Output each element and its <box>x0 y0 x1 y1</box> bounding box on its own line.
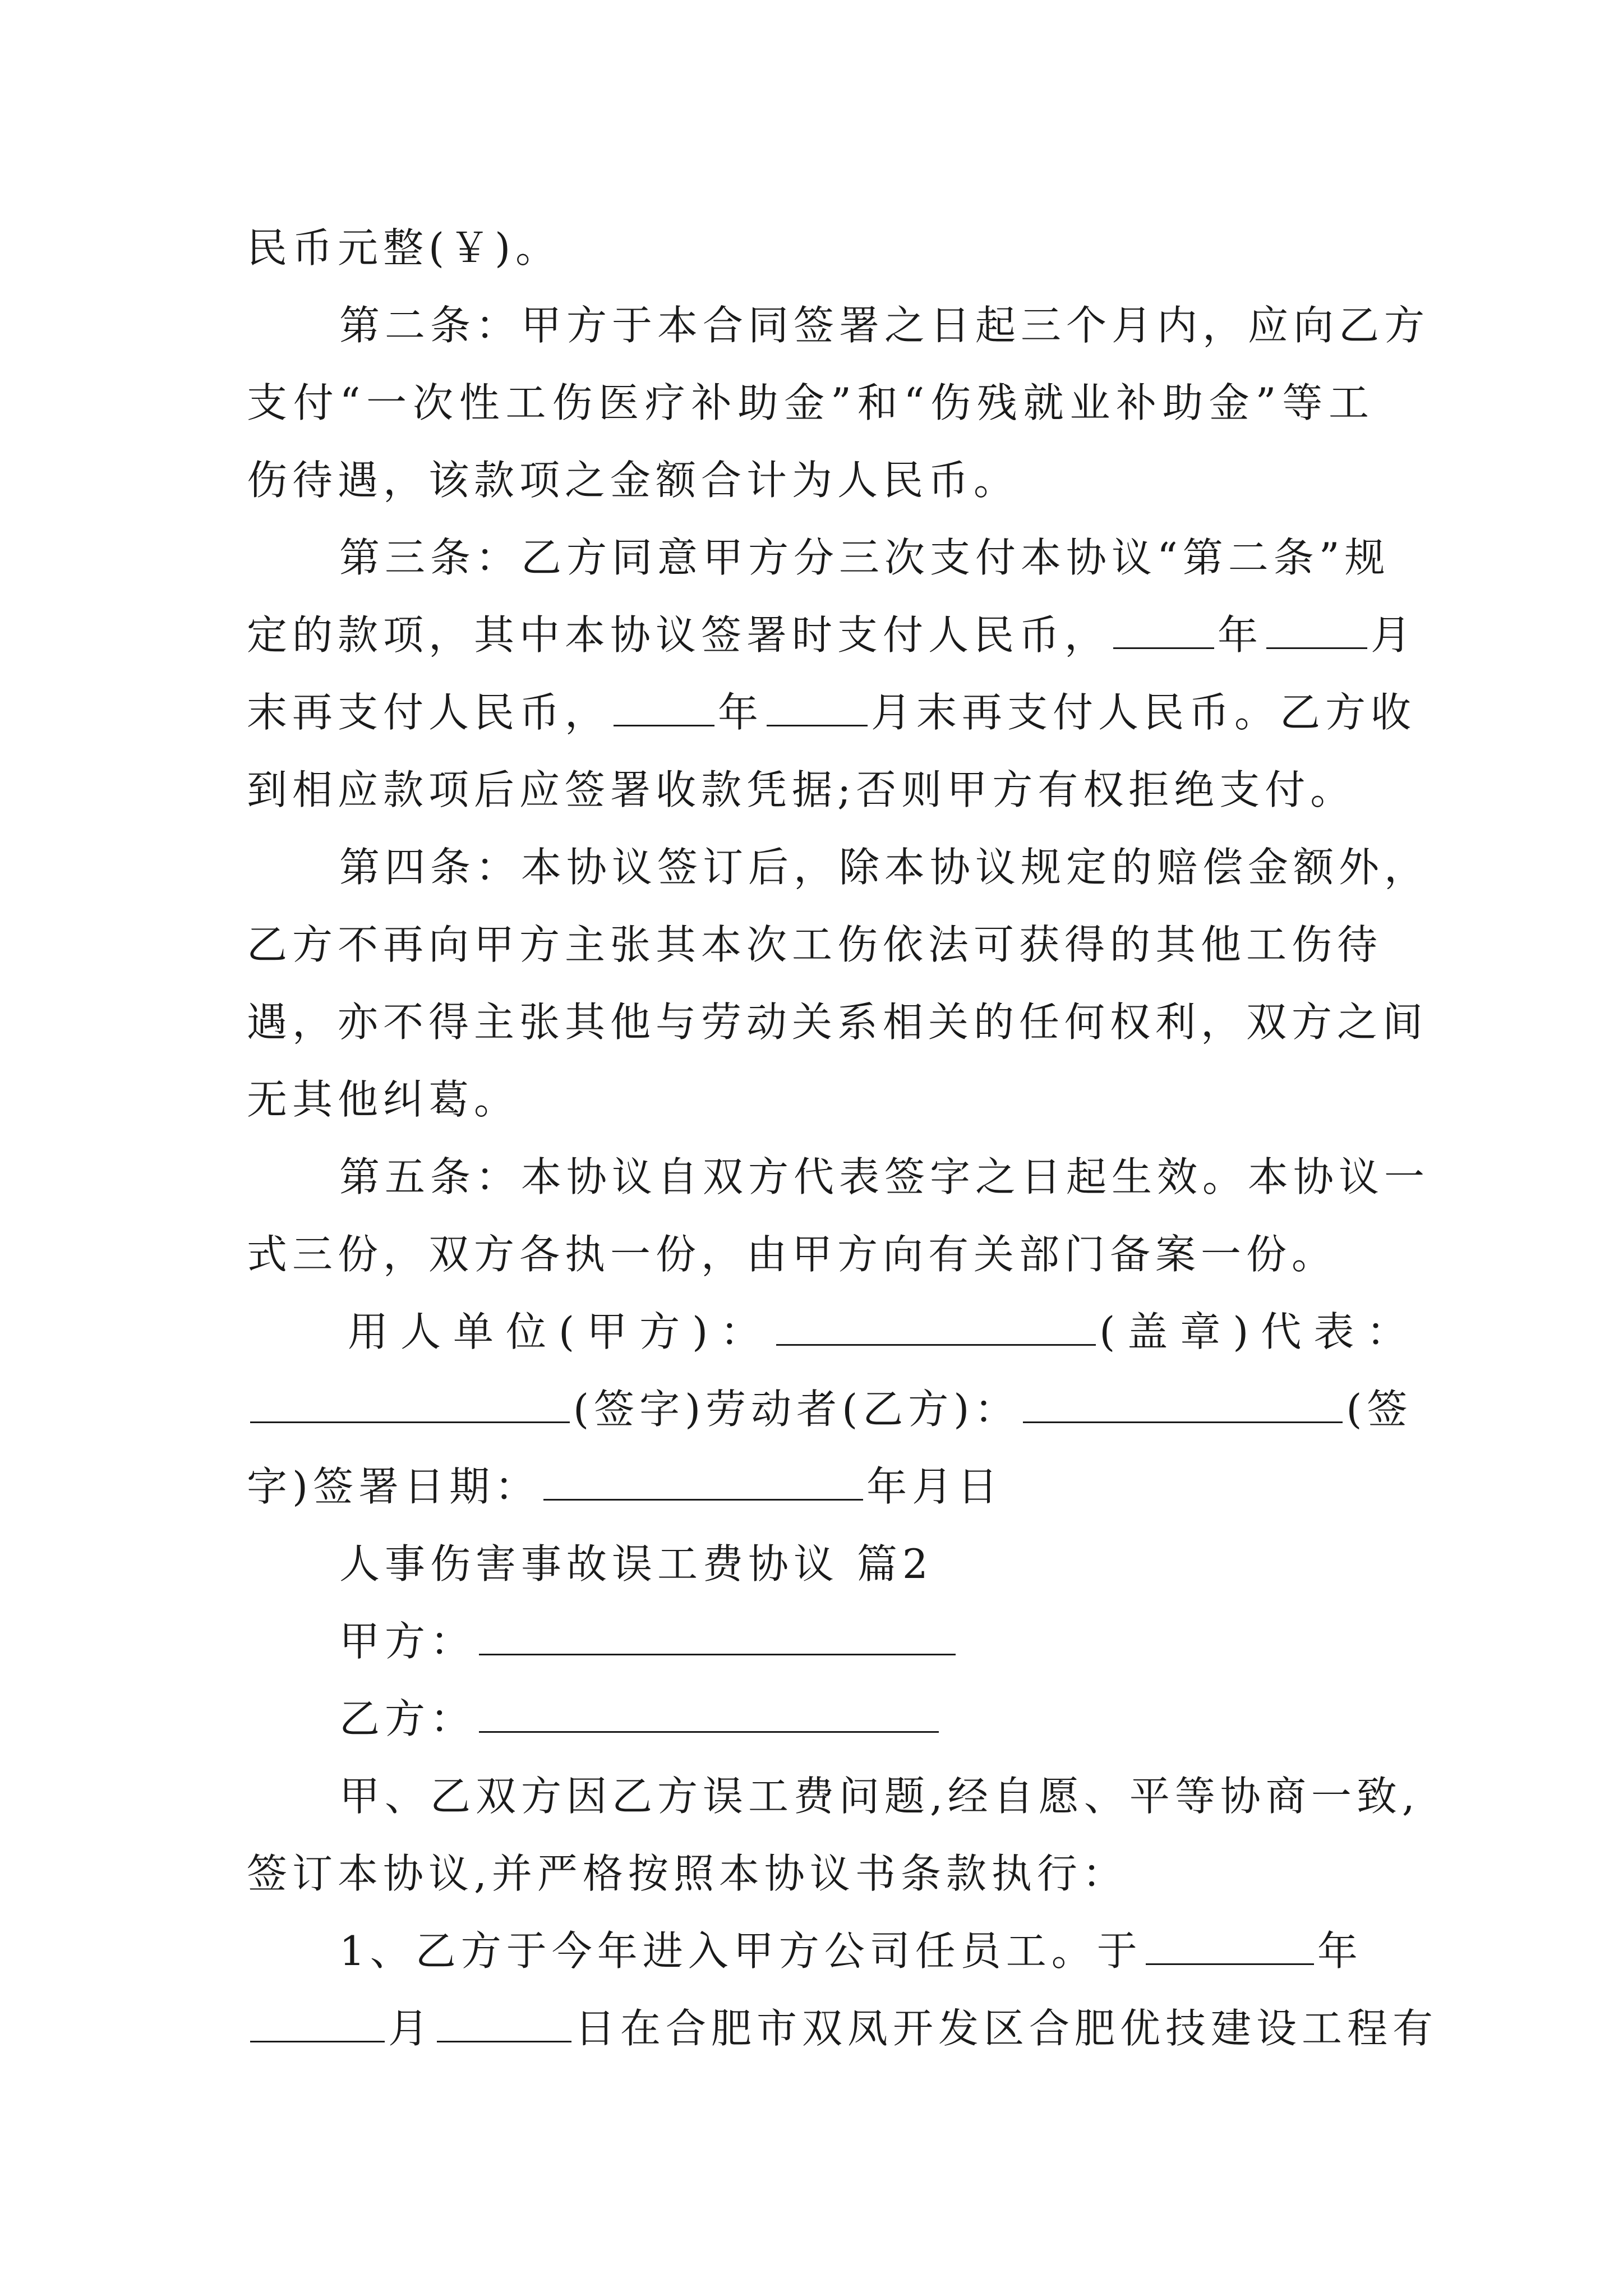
text-span: 用人单位(甲方)： <box>348 1308 773 1355</box>
year-blank <box>1146 1931 1314 1965</box>
article-3-line-2 <box>247 607 1417 663</box>
sign-date-blank <box>543 1466 863 1501</box>
text-span: 月 <box>388 2005 434 2052</box>
text-span: 签订本协议,并严格按照本协议书条款执行： <box>247 1850 1128 1897</box>
text-span: 第五条：本协议自双方代表签字之日起生效。本协议一 <box>339 1153 1430 1200</box>
article-2-line-1 <box>339 297 1430 353</box>
text-span: 年 <box>1317 1927 1363 1975</box>
article-3-line-1 <box>339 530 1390 586</box>
text-span: 字)签署日期： <box>247 1463 541 1510</box>
text-span: 年 <box>1218 611 1264 659</box>
text-span: 甲方： <box>339 1618 476 1665</box>
text-line <box>247 220 1374 276</box>
text-span: 年月日 <box>866 1463 1003 1510</box>
text-span: 到相应款项后应签署收款凭据;否则甲方有权拒绝支付。 <box>247 766 1356 813</box>
text-span: (盖章)代表： <box>1099 1308 1419 1355</box>
party-a-line <box>339 1613 1374 1669</box>
text-span: 年 <box>718 689 764 736</box>
text-span: 无其他纠葛。 <box>247 1076 520 1123</box>
clause-1-line-2 <box>247 2000 1438 2056</box>
article-2-line-3 <box>247 452 1374 508</box>
text-span: 民币元整(￥)。 <box>247 224 561 272</box>
day-blank <box>437 2008 571 2042</box>
text-span: 第三条：乙方同意甲方分三次支付本协议“第二条”规 <box>339 534 1390 581</box>
signature-employer-line <box>348 1304 1419 1360</box>
article-5-line-1 <box>339 1149 1430 1205</box>
party-b-blank <box>479 1699 939 1733</box>
signature-worker-line <box>247 1381 1413 1437</box>
signature-date-line <box>247 1458 1374 1515</box>
article-5-line-2 <box>247 1226 1374 1282</box>
party-b-line <box>339 1691 1374 1747</box>
text-span: 式三份，双方各执一份，由甲方向有关部门备案一份。 <box>247 1231 1338 1278</box>
text-span: (签字)劳动者(乙方)： <box>573 1386 1020 1433</box>
article-4-line-2 <box>247 917 1383 973</box>
article-4-line-4 <box>247 1071 1374 1128</box>
year-blank <box>1113 615 1214 649</box>
text-span: 第二条：甲方于本合同签署之日起三个月内，应向乙方 <box>339 302 1430 349</box>
text-span: 支付“一次性工伤医疗补助金”和“伤残就业补助金”等工 <box>247 379 1374 426</box>
article-4-line-1 <box>339 839 1430 895</box>
article-3-line-4 <box>247 762 1374 818</box>
text-span: 定的款项，其中本协议签署时支付人民币， <box>247 611 1110 659</box>
text-span: 1、乙方于今年进入甲方公司任员工。于 <box>339 1927 1142 1975</box>
worker-name-blank <box>1023 1389 1343 1423</box>
intro-line-2 <box>247 1846 1374 1902</box>
text-span: 末再支付人民币， <box>247 689 611 736</box>
representative-sign-blank <box>250 1389 570 1423</box>
month-blank <box>250 2008 385 2042</box>
clause-1-line-1 <box>339 1923 1374 1979</box>
article-3-line-3 <box>247 684 1417 740</box>
text-span: 人事伤害事故误工费协议 篇2 <box>339 1540 933 1588</box>
article-4-line-3 <box>247 994 1428 1050</box>
text-span: 乙方不再向甲方主张其本次工伤依法可获得的其他工伤待 <box>247 921 1383 968</box>
text-span: 月末再支付人民币。乙方收 <box>871 689 1417 736</box>
text-span: 月 <box>1371 611 1417 659</box>
employer-name-blank <box>776 1312 1096 1346</box>
text-span: 遇，亦不得主张其他与劳动关系相关的任何权利，双方之间 <box>247 999 1428 1046</box>
party-a-blank <box>479 1621 956 1655</box>
text-span: 乙方： <box>339 1695 476 1742</box>
text-span: 伤待遇，该款项之金额合计为人民币。 <box>247 457 1020 504</box>
text-span: 第四条：本协议签订后，除本协议规定的赔偿金额外， <box>339 844 1430 891</box>
year-blank <box>614 692 714 726</box>
text-span: 甲、乙双方因乙方误工费问题,经自愿、平等协商一致, <box>339 1773 1420 1820</box>
month-blank <box>767 692 868 726</box>
intro-line-1 <box>339 1768 1420 1824</box>
article-2-line-2 <box>247 375 1374 431</box>
text-span: (签 <box>1346 1386 1413 1433</box>
text-span: 日在合肥市双凤开发区合肥优技建设工程有 <box>575 2005 1438 2052</box>
section-heading <box>339 1536 1374 1592</box>
month-blank <box>1266 615 1367 649</box>
